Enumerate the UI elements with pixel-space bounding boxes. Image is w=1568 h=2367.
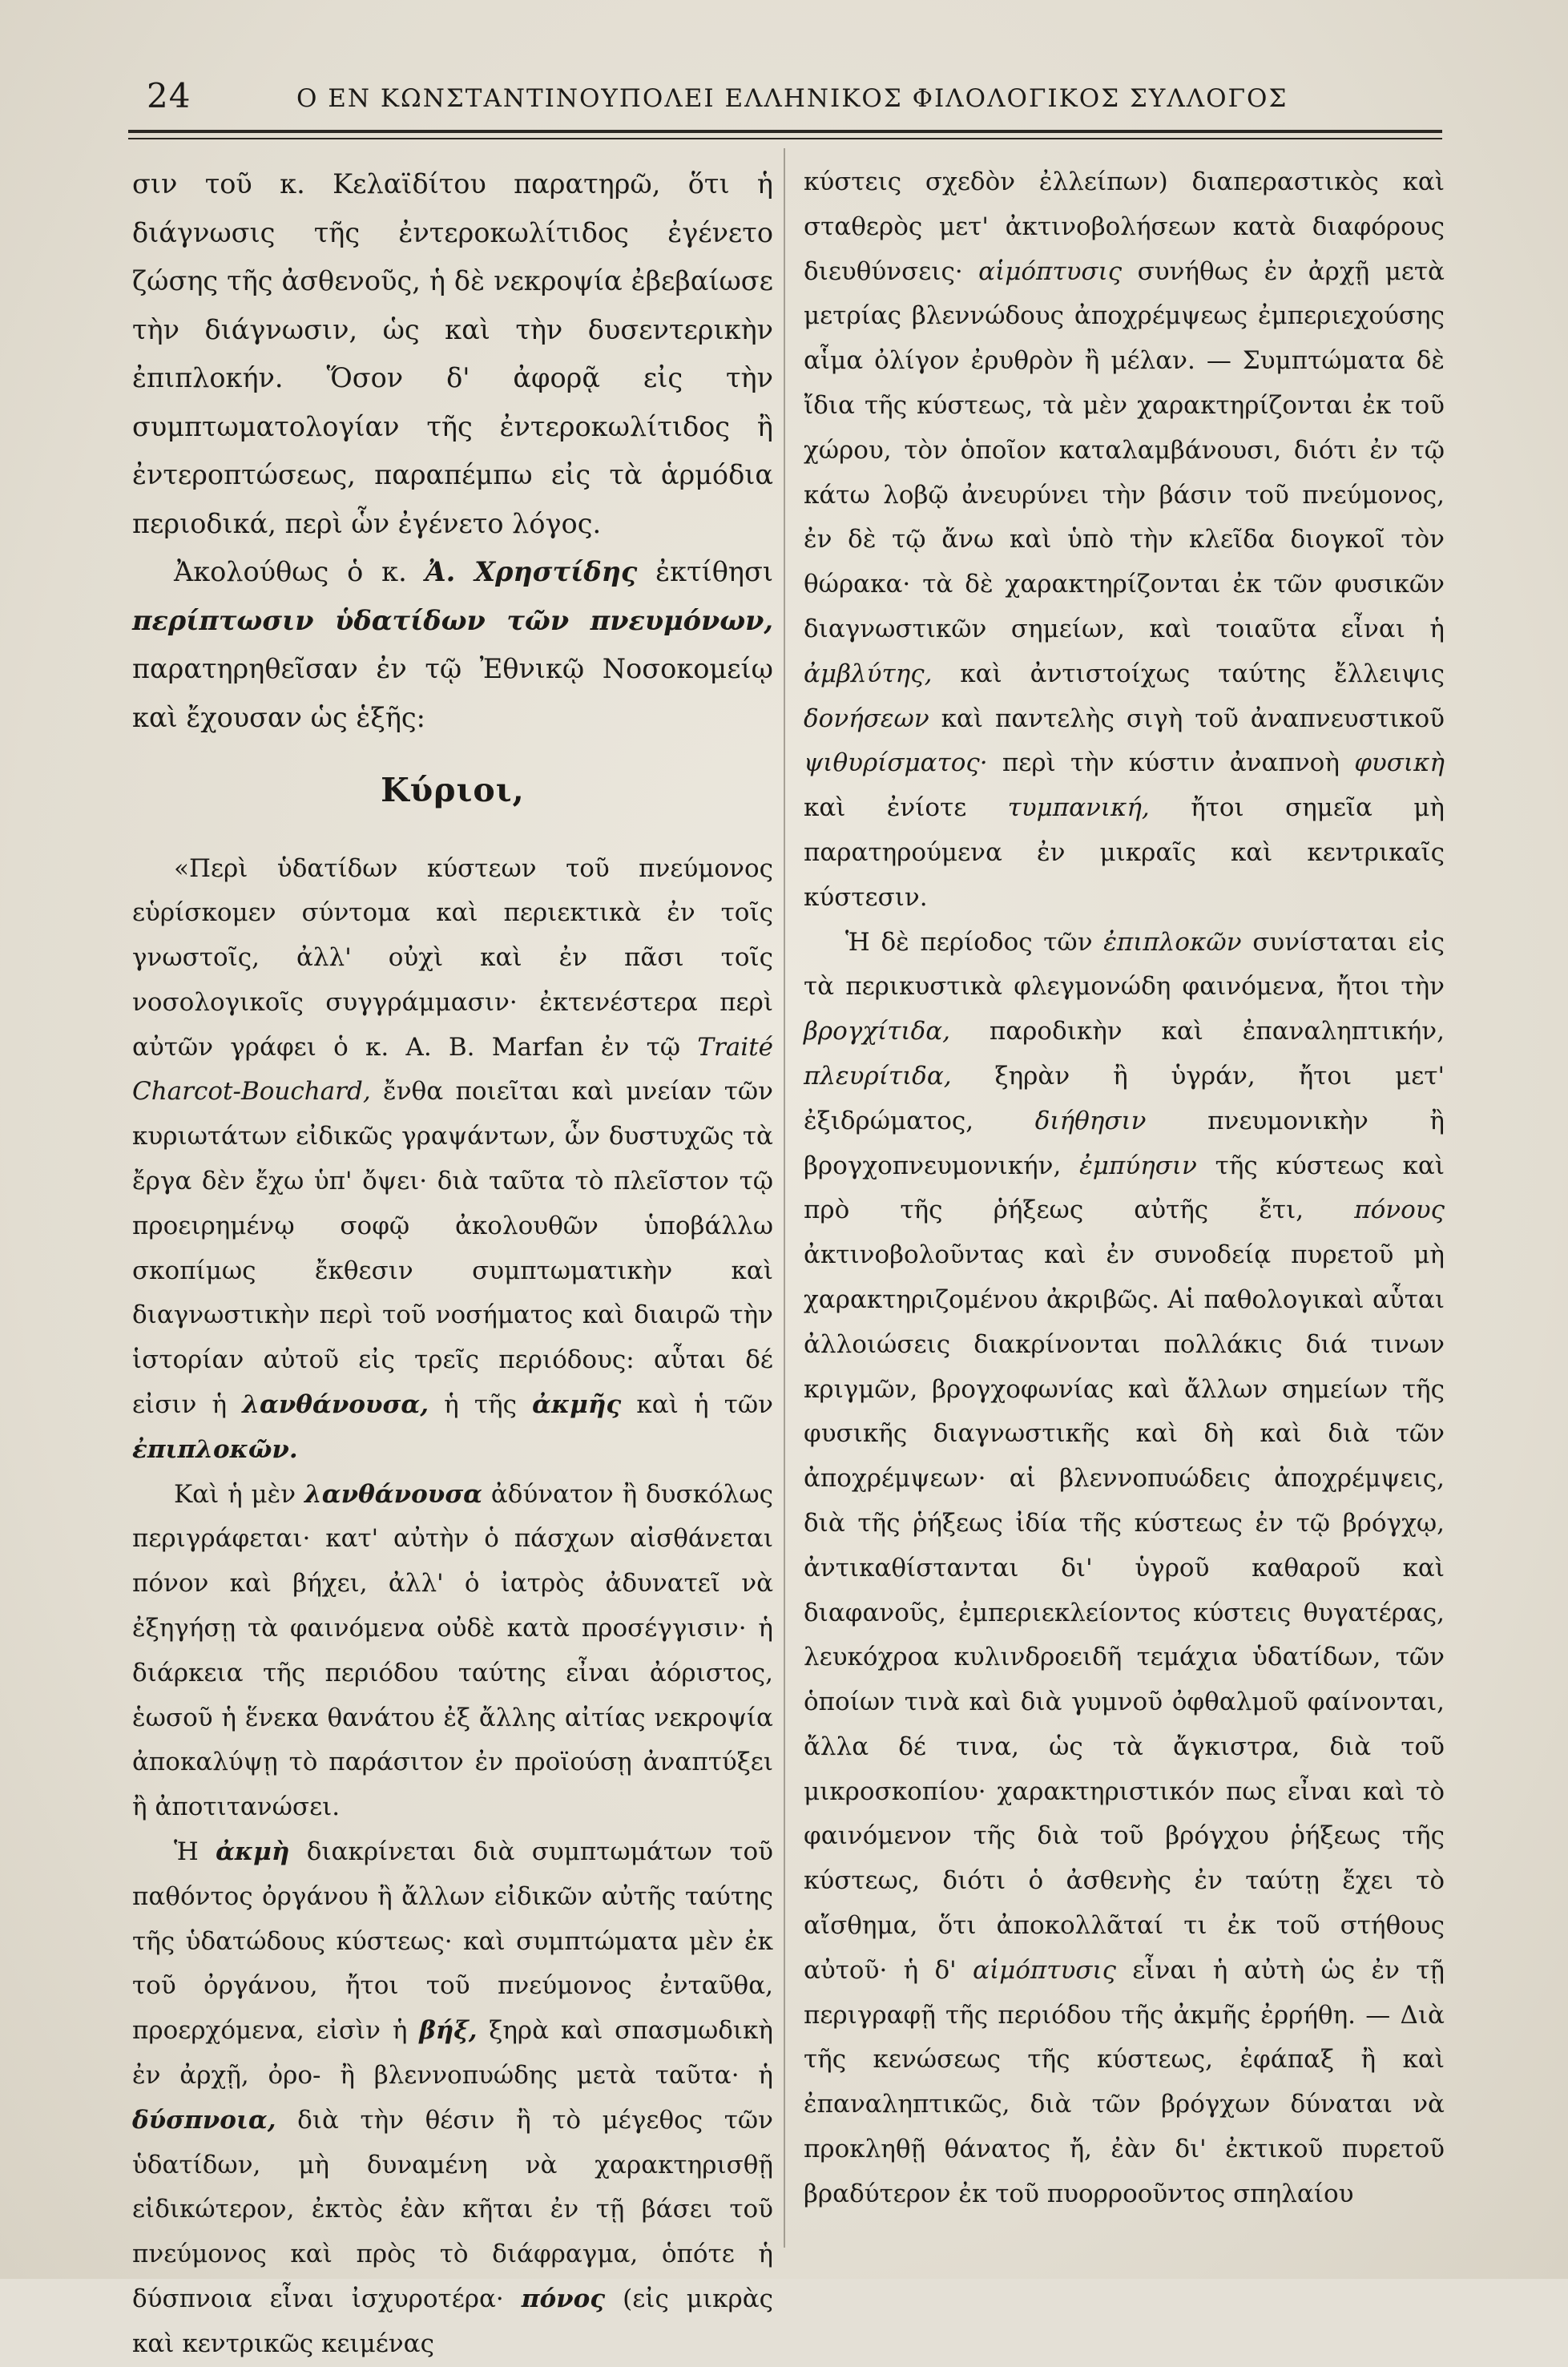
page-header — [120, 76, 1442, 124]
speaker-name: Ἀ. Χρηστίδης — [425, 556, 638, 587]
column-divider — [784, 148, 785, 2248]
running-title: Ο ΕΝ ΚΩΝΣΤΑΝΤΙΝΟΥΠΟΛΕΙ ΕΛΛΗΝΙΚΟΣ ΦΙΛΟΛΟΓΙΚΟΣ ΣΥΛΛΟΓΟΣ — [296, 84, 1288, 113]
paragraph: Καὶ ἡ μὲν λανθάνουσα ἀδύνατον ἢ δυσκόλως περιγράφεται· κατ' αὐτὴν ὁ πάσχων αἰσθάνεται πόνον καὶ βήχει, ἀλλ' ὁ ἰατρὸς ἀδυνατεῖ νὰ ἐξηγήσῃ τὰ φαινόμενα οὐδὲ κατὰ προσέγγισιν· ἡ διάρκεια τῆς περιόδου ταύτης εἶναι ἀόριστος, ἑωσοῦ ἡ ἕνεκα θανάτου ἐξ ἄλλης αἰτίας νεκροψία ἀποκαλύψῃ τὸ παράσιτον ἐν προϊούσῃ ἀναπτύξει ἢ ἀποτιτανώσει. — [132, 1479, 774, 1822]
salutation-heading: Κύριοι, — [381, 771, 525, 809]
paragraph: «Περὶ ὑδατίδων κύστεων τοῦ πνεύμονος εὑρίσκομεν σύντομα καὶ περιεκτικὰ ἐν τοῖς γνωστοῖς, ἀλλ' οὐχὶ καὶ ἐν πᾶσι τοῖς νοσολογικοῖς συγγράμμασιν· ἐκτενέστερα περὶ αὐτῶν γράφει ὁ κ. A. B. Marfan ἐν τῷ Traité Charcot-Bouchard, ἔνθα ποιεῖται καὶ μνείαν τῶν κυριωτάτων εἰδικῶς γραψάντων, ὧν δυστυχῶς τὰ ἔργα δὲν ἔχω ὑπ' ὄψει· διὰ ταῦτα τὸ πλεῖστον τῷ προειρημένῳ σοφῷ ἀκολουθῶν ὑποβάλλω σκοπίμως ἔκθεσιν συμπτωματικὴν καὶ διαγνωστικὴν περὶ τοῦ νοσήματος καὶ διαιρῶ τὴν ἱστορίαν αὐτοῦ εἰς τρεῖς περιόδους: αὗται δέ εἰσιν ἡ λανθάνουσα, ἡ τῆς ἀκμῆς καὶ ἡ τῶν ἐπιπλοκῶν. — [132, 853, 773, 1464]
paragraph: σιν τοῦ κ. Κελαϊδίτου παρατηρῶ, ὅτι ἡ διάγνωσις τῆς ἐντεροκωλίτιδος ἐγένετο ζώσης τῆς ἀσθενοῦς, ἡ δὲ νεκροψία ἐβεβαίωσε τὴν διάγνωσιν, ὡς καὶ τὴν δυσεντερικὴν ἐπιπλοκήν. Ὅσον δ' ἀφορᾷ εἰς τὴν συμπτωματολογίαν τῆς ἐντεροκωλίτιδος ἢ ἐντεροπτώσεως, παραπέμπω εἰς τὰ ἁρμόδια περιοδικά, περὶ ὧν ἐγένετο λόγος. — [132, 168, 773, 539]
header-rule-thin — [128, 138, 1442, 139]
paragraph: κύστεις σχεδὸν ἐλλείπων) διαπεραστικὸς καὶ σταθερὸς μετ' ἀκτινοβολήσεων κατὰ διαφόρους διευθύνσεις· αἱμόπτυσις συνήθως ἐν ἀρχῇ μετὰ μετρίας βλεννώδους ἀποχρέμψεως ἐμπεριεχούσης αἷμα ὀλίγον ἐρυθρὸν ἢ μέλαν. — Συμπτώματα δὲ ἴδια τῆς κύστεως, τὰ μὲν χαρακτηρίζονται ἐκ τοῦ χώρου, τὸν ὁποῖον καταλαμβάνουσι, διότι ἐν τῷ κάτω λοβῷ ἀνευρύνει τὴν βάσιν τοῦ πνεύμονος, ἐν δὲ τῷ ἄνω καὶ ὑπὸ τὴν κλεῖδα διογκοῖ τὸν θώρακα· τὰ δὲ χαρακτηρίζονται ἐκ τῶν φυσικῶν διαγνωστικῶν σημείων, καὶ τοιαῦτα εἶναι ἡ ἀμβλύτης, καὶ ἀντιστοίχως ταύτης ἔλλειψις δονήσεων καὶ παντελὴς σιγὴ τοῦ ἀναπνευστικοῦ ψιθυρίσματος· περὶ τὴν κύστιν ἀναπνοὴ φυσικὴ καὶ ἐνίοτε τυμπανική, ἤτοι σημεῖα μὴ παρατηρούμενα ἐν μικραῖς καὶ κεντρικαῖς κύστεσιν. — [804, 167, 1445, 912]
paragraph: Ἀκολούθως ὁ κ. Ἀ. Χρηστίδης ἐκτίθησι περίπτωσιν ὑδατίδων τῶν πνευμόνων, παρατηρηθεῖσαν ἐν τῷ Ἐθνικῷ Νοσοκομείῳ καὶ ἔχουσαν ὡς ἑξῆς: — [132, 556, 774, 733]
left-column — [132, 160, 773, 2367]
cited-work: Traité Charcot-Bouchard, — [132, 1032, 773, 1107]
paragraph: Ἡ ἀκμὴ διακρίνεται διὰ συμπτωμάτων τοῦ παθόντος ὀργάνου ἢ ἄλλων εἰδικῶν αὐτῆς ταύτης τῆς ὑδατώδους κύστεως· καὶ συμπτώματα μὲν ἐκ τοῦ ὀργάνου, ἤτοι τοῦ πνεύμονος ἐνταῦθα, προερχόμενα, εἰσὶν ἡ βήξ, ξηρὰ καὶ σπασμωδικὴ ἐν ἀρχῇ, ὀρο- ἢ βλεννοπυώδης μετὰ ταῦτα· ἡ δύσπνοια, διὰ τὴν θέσιν ἢ τὸ μέγεθος τῶν ὑδατίδων, μὴ δυναμένη νὰ χαρακτηρισθῇ εἰδικώτερον, ἐκτὸς ἐὰν κῆται ἐν τῇ βάσει τοῦ πνεύμονος καὶ πρὸς τὸ διάφραγμα, ὁπότε ἡ δύσπνοια εἶναι ἰσχυροτέρα· πόνος (εἰς μικρὰς καὶ κεντρικῶς κειμένας — [132, 1837, 773, 2358]
paragraph: Ἡ δὲ περίοδος τῶν ἐπιπλοκῶν συνίσταται εἰς τὰ περικυστικὰ φλεγμονώδη φαινόμενα, ἤτοι τὴν βρογχίτιδα, παροδικὴν καὶ ἐπαναληπτικήν, πλευρίτιδα, ξηρὰν ἢ ὑγράν, ἤτοι μετ' ἐξιδρώματος, διήθησιν πνευμονικὴν ἢ βρογχοπνευμονικήν, ἐμπύησιν τῆς κύστεως καὶ πρὸ τῆς ῥήξεως αὐτῆς ἔτι, πόνους ἀκτινοβολοῦντας καὶ ἐν συνοδείᾳ πυρετοῦ μὴ χαρακτηριζομένου ἀκριβῶς. Αἱ παθολογικαὶ αὗται ἀλλοιώσεις διακρίνονται πολλάκις διά τινων κριγμῶν, βρογχοφωνίας καὶ ἄλλων σημείων τῆς φυσικῆς διαγνωστικῆς καὶ δὴ καὶ διὰ τῶν ἀποχρέμψεων· αἱ βλεννοπυώδεις ἀποχρέμψεις, διὰ τῆς ῥήξεως ἰδία τῆς κύστεως ἐν τῷ βρόγχῳ, ἀντικαθίστανται δι' ὑγροῦ καθαροῦ καὶ διαφανοῦς, ἐμπεριεκλείοντος κύστεις θυγατέρας, λευκόχροα κυλινδροειδῆ τεμάχια ὑδατίδων, τῶν ὁποίων τινὰ καὶ διὰ γυμνοῦ ὀφθαλμοῦ φαίνονται, ἄλλα δέ τινα, ὡς τὰ ἄγκιστρα, διὰ τοῦ μικροσκοπίου· χαρακτηριστικόν πως εἶναι καὶ τὸ φαινόμενον τῆς διὰ τοῦ βρόγχου ῥήξεως τῆς κύστεως, διότι ὁ ἀσθενὴς ἐν ταύτῃ ἔχει τὸ αἴσθημα, ὅτι ἀποκολλᾶταί τι ἐκ τοῦ στήθους αὐτοῦ· ἡ δ' αἱμόπτυσις εἶναι ἡ αὐτὴ ὡς ἐν τῇ περιγραφῇ τῆς περιόδου τῆς ἀκμῆς ἐρρήθη. — Διὰ τῆς κενώσεως τῆς κύστεως, ἐφάπαξ ἢ καὶ ἐπαναληπτικῶς, διὰ τῶν βρόγχων δύναται νὰ προκληθῇ θάνατος ἤ, ἐὰν δι' ἐκτικοῦ πυρετοῦ βραδύτερον ἐκ τοῦ πυορροοῦντος σπηλαίου — [804, 927, 1445, 2208]
page-number: 24 — [147, 76, 191, 115]
header-rule — [128, 130, 1442, 133]
case-title: περίπτωσιν ὑδατίδων τῶν πνευμόνων, — [132, 604, 773, 636]
right-column — [804, 160, 1445, 2217]
